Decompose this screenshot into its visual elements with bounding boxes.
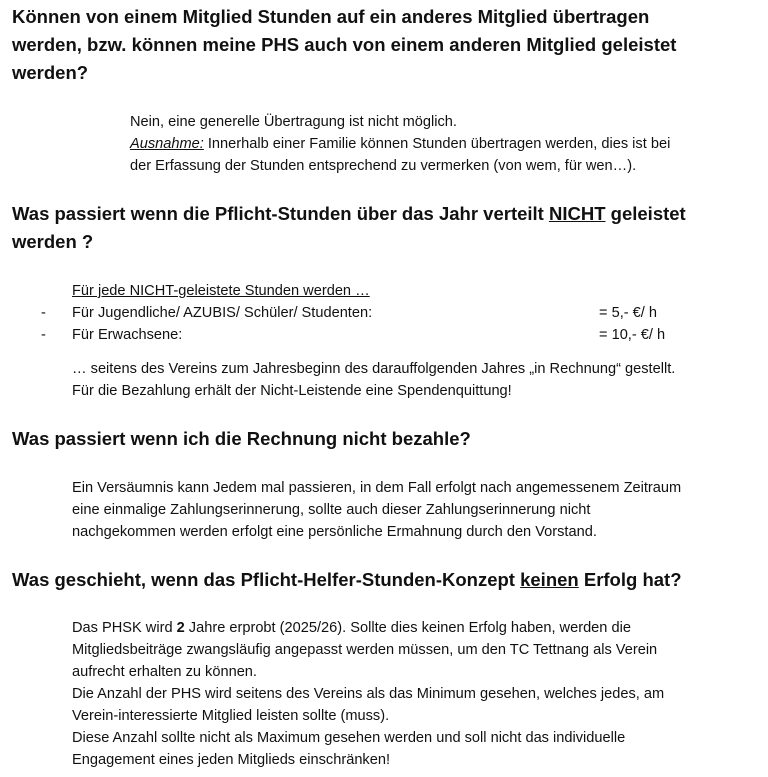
answer-4-line-7: Engagement eines jeden Mitglieds einschränken! xyxy=(72,752,391,768)
answer-1-line-1: Nein, eine generelle Übertragung ist nicht möglich. xyxy=(130,114,457,130)
answer-3-line-1: Ein Versäumnis kann Jedem mal passieren, in dem Fall erfolgt nach angemessenem Zeitraum xyxy=(72,480,682,496)
faq-answer-4 xyxy=(72,617,664,771)
answer-4-line-6: Diese Anzahl sollte nicht als Maximum gesehen werden und soll nicht das individuelle xyxy=(72,730,626,746)
faq-answer-3 xyxy=(72,477,681,543)
fee-note xyxy=(72,358,675,402)
fee-price-youth: = 5,- €/ h xyxy=(599,305,658,321)
fee-label-youth: Für Jugendliche/ AZUBIS/ Schüler/ Studenten: xyxy=(72,305,373,321)
question-4-text-pre: Was geschieht, wenn das Pflicht-Helfer-Stunden-Konzept xyxy=(12,569,521,590)
question-2-text-post: geleistet xyxy=(605,203,686,224)
faq-question-2 xyxy=(12,200,686,256)
exception-label: Ausnahme: xyxy=(130,136,204,152)
fee-label-adult: Für Erwachsene: xyxy=(72,327,183,343)
faq-question-3: Was passiert wenn ich die Rechnung nicht bezahle? xyxy=(12,428,471,449)
answer-1-line-2-text: Innerhalb einer Familie können Stunden übertragen werden, dies ist bei xyxy=(203,136,671,152)
question-1-line-2: werden, bzw. können meine PHS auch von einem anderen Mitglied geleistet xyxy=(12,34,677,55)
question-1-line-3: werden? xyxy=(12,62,89,83)
list-dash: - xyxy=(41,305,46,321)
answer-3-line-2: eine einmalige Zahlungserinnerung, sollte auch dieser Zahlungserinnerung nicht xyxy=(72,502,591,518)
answer-4-line-1 xyxy=(72,617,664,639)
question-2-text-pre: Was passiert wenn die Pflicht-Stunden über das Jahr verteilt xyxy=(12,203,549,224)
list-dash: - xyxy=(41,327,46,343)
answer-3-line-3: nachgekommen werden erfolgt eine persönliche Ermahnung durch den Vorstand. xyxy=(72,524,597,540)
faq-question-4 xyxy=(12,566,682,594)
answer-4-line-3: aufrecht erhalten zu können. xyxy=(72,664,257,680)
answer-4-line-2: Mitgliedsbeiträge zwangsläufig angepasst werden müssen, um den TC Tettnang als Verein xyxy=(72,642,658,658)
faq-question-1 xyxy=(12,3,676,87)
question-2-line-1 xyxy=(12,200,686,228)
fee-price-adult: = 10,- €/ h xyxy=(599,327,666,343)
answer-4-line-5: Verein-interessierte Mitglied leisten sollte (muss). xyxy=(72,708,390,724)
fee-note-line-1: … seitens des Vereins zum Jahresbeginn des darauffolgenden Jahres „in Rechnung“ gestellt. xyxy=(72,361,676,377)
faq-answer-1 xyxy=(130,111,670,177)
question-2-line-2: werden ? xyxy=(12,231,94,252)
question-1-line-1: Können von einem Mitglied Stunden auf ein anderes Mitglied übertragen xyxy=(12,6,650,27)
trial-years: 2 xyxy=(176,620,185,636)
question-2-emphasis: NICHT xyxy=(548,203,606,224)
fee-intro: Für jede NICHT-geleistete Stunden werden … xyxy=(72,283,370,299)
answer-4-line-4: Die Anzahl der PHS wird seitens des Vereins als das Minimum gesehen, welches jedes, am xyxy=(72,686,665,702)
answer-4-line-1-pre: Das PHSK wird xyxy=(72,620,177,636)
answer-4-line-1-post: Jahre erprobt (2025/26). Sollte dies keinen Erfolg haben, werden die xyxy=(184,620,631,636)
answer-1-line-2 xyxy=(130,133,670,155)
answer-1-line-3: der Erfassung der Stunden entsprechend zu vermerken (von wem, für wen…). xyxy=(130,158,637,174)
question-4-text-post: Erfolg hat? xyxy=(578,569,682,590)
question-4-emphasis: keinen xyxy=(520,569,579,590)
fee-note-line-2: Für die Bezahlung erhält der Nicht-Leistende eine Spendenquittung! xyxy=(72,383,512,399)
